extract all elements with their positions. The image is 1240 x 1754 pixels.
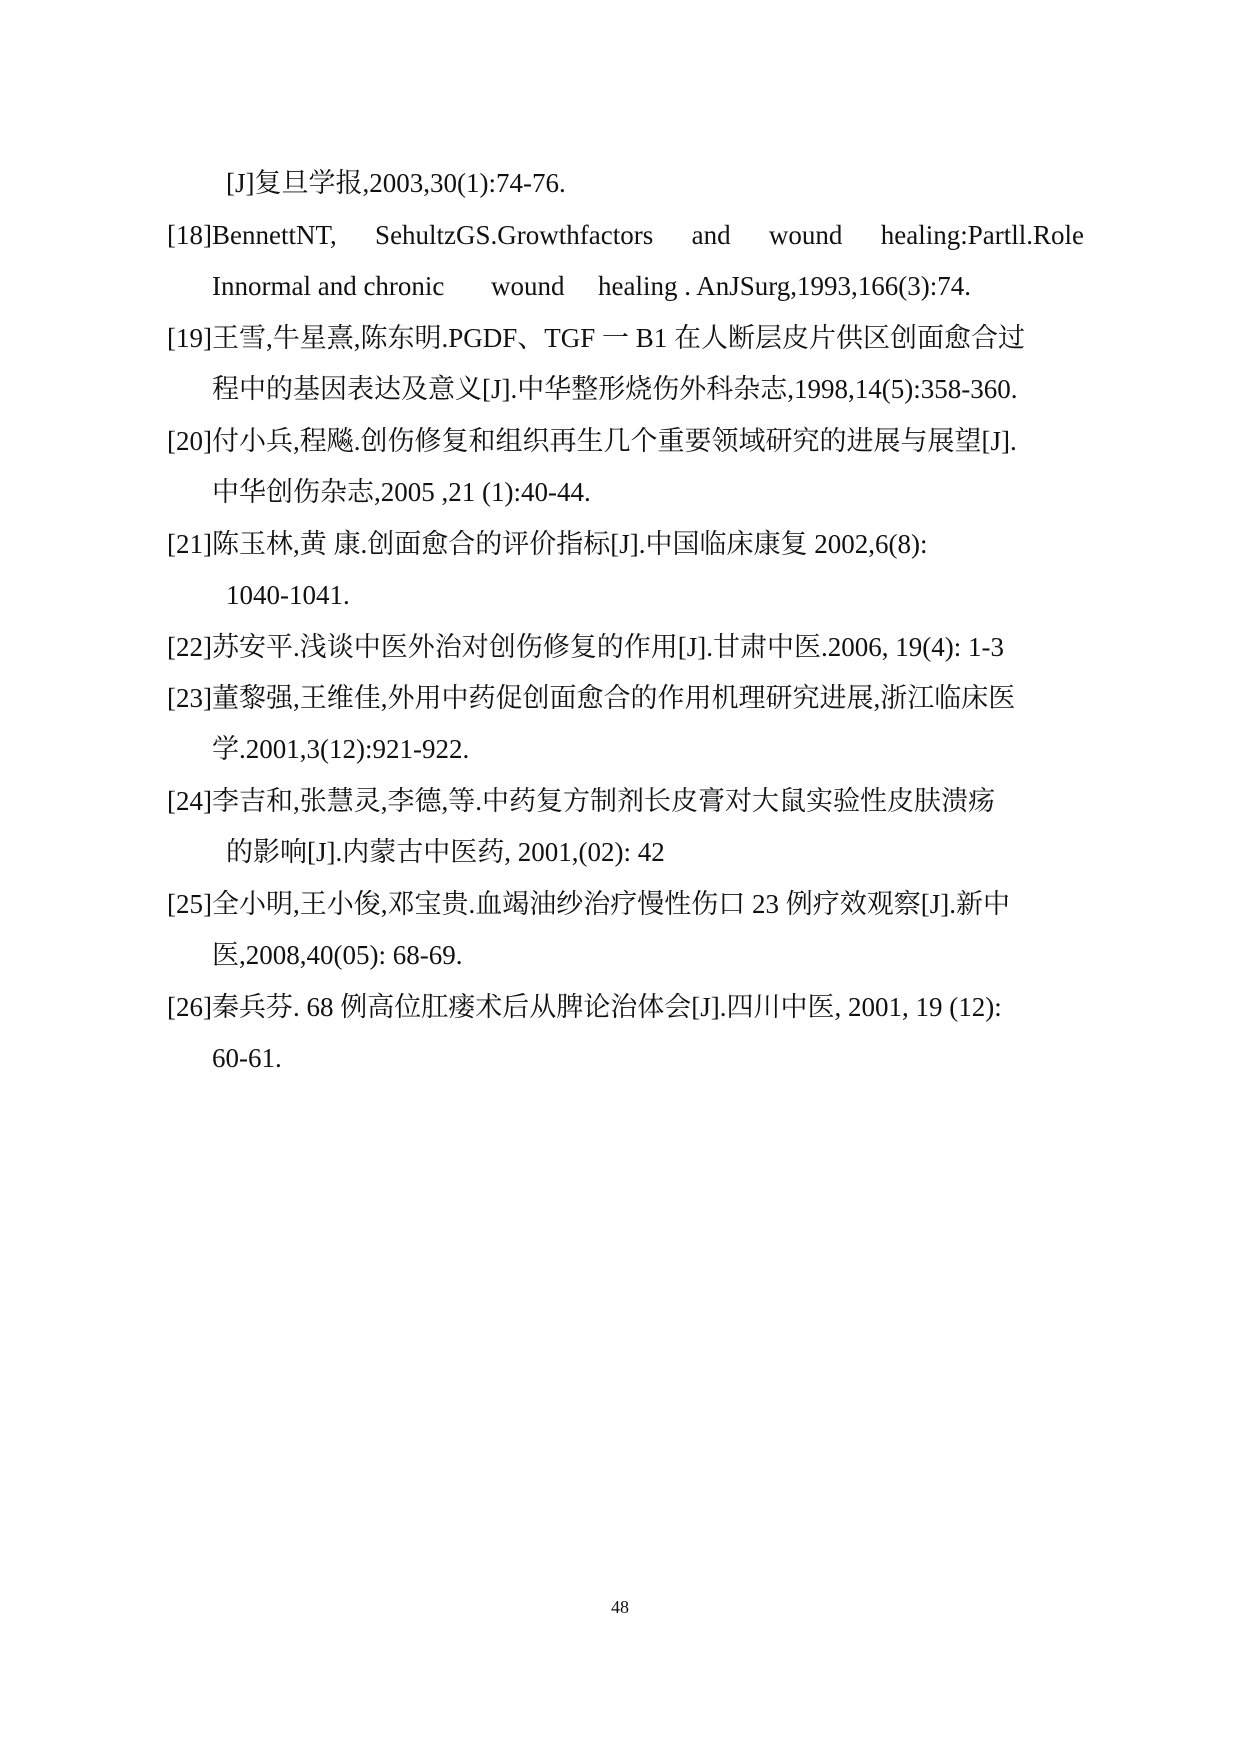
reference-text-line: 中华创伤杂志,2005 ,21 (1):40-44. [212, 477, 591, 507]
reference-25-line-2 [0, 935, 1240, 975]
reference-23-line-2 [0, 729, 1240, 769]
reference-text-line: [24]李吉和,张慧灵,李德,等.中药复方制剂长皮膏对大鼠实验性皮肤溃疡 [167, 786, 995, 816]
reference-text-line: [19]王雪,牛星熹,陈东明.PGDF、TGF 一 B1 在人断层皮片供区创面愈合过 [167, 323, 1026, 353]
reference-20-line-2 [0, 472, 1240, 512]
reference-text-fragment: [18]BennettNT, [167, 220, 337, 250]
reference-18-justified-line [167, 215, 1084, 255]
reference-text-line: 医,2008,40(05): 68-69. [212, 940, 463, 970]
reference-25-line-1 [0, 884, 1240, 924]
reference-26-line-2 [0, 1038, 1240, 1078]
reference-24-line-2 [0, 832, 1240, 872]
reference-text-fragment: SehultzGS.Growthfactors [375, 220, 654, 250]
reference-text-fragment: healing . AnJSurg,1993,166(3):74. [598, 271, 971, 301]
reference-19-line-1 [0, 318, 1240, 358]
reference-text-fragment: wound [768, 220, 843, 250]
reference-21-line-1 [0, 524, 1240, 564]
reference-text-line: 学.2001,3(12):921-922. [212, 734, 470, 764]
reference-text-line: [21]陈玉林,黄 康.创面愈合的评价指标[J].中国临床康复 2002,6(8): [167, 529, 928, 559]
reference-19-line-2 [0, 369, 1240, 409]
reference-22-line-1 [0, 627, 1240, 667]
reference-text-line: 程中的基因表达及意义[J].中华整形烧伤外科杂志,1998,14(5):358-360. [212, 374, 1018, 404]
reference-text-line: 1040-1041. [226, 580, 350, 610]
reference-text-fragment: and [691, 220, 731, 250]
reference-text-line: [25]全小明,王小俊,邓宝贵.血竭油纱治疗慢性伤口 23 例疗效观察[J].新中 [167, 889, 1010, 919]
reference-text-fragment: wound [491, 271, 565, 301]
reference-18-line-1 [0, 215, 1240, 255]
reference-17-continuation [0, 163, 1240, 203]
reference-26-line-1 [0, 987, 1240, 1027]
reference-21-line-2 [0, 575, 1240, 615]
reference-text-line: [22]苏安平.浅谈中医外治对创伤修复的作用[J].甘肃中医.2006, 19(4): 1-3 [167, 632, 1004, 662]
reference-18-line-2 [0, 266, 1240, 306]
reference-text-line: [26]秦兵芬. 68 例高位肛瘘术后从脾论治体会[J].四川中医, 2001, 19 (12): [167, 992, 1002, 1022]
reference-text-line: 60-61. [212, 1043, 282, 1073]
reference-text-line: 的影响[J].内蒙古中医药, 2001,(02): 42 [226, 837, 665, 867]
page-number: 48 [611, 1597, 629, 1617]
reference-20-line-1 [0, 421, 1240, 461]
reference-text-fragment: healing:Partll.Role [880, 220, 1084, 250]
reference-text-fragment: Innormal and chronic [212, 271, 445, 301]
reference-text-line: [23]董黎强,王维佳,外用中药促创面愈合的作用机理研究进展,浙江临床医 [167, 683, 1016, 713]
reference-24-line-1 [0, 781, 1240, 821]
reference-text-line: [J]复旦学报,2003,30(1):74-76. [226, 168, 566, 198]
reference-text-line: [20]付小兵,程飚.创伤修复和组织再生几个重要领域研究的进展与展望[J]. [167, 426, 1017, 456]
reference-23-line-1 [0, 678, 1240, 718]
